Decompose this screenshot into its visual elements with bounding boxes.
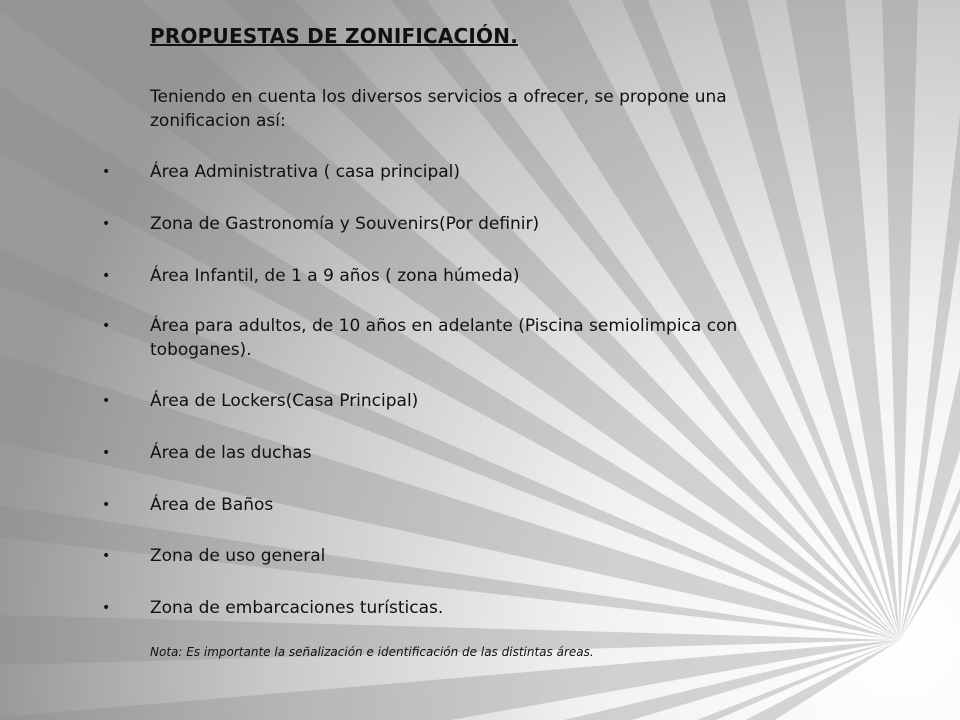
bullet-icon: • xyxy=(102,445,111,461)
bullet-icon: • xyxy=(102,600,111,616)
intro-paragraph: Teniendo en cuenta los diversos servicios a ofrecer, se propone una zonificacion así: xyxy=(150,87,727,131)
list-item-text: Zona de embarcaciones turísticas. xyxy=(150,598,444,618)
list-item-text: Área de las duchas xyxy=(150,443,312,463)
bullet-icon: • xyxy=(102,164,111,180)
bullet-icon: • xyxy=(102,497,111,513)
list-item-text: Área Infantil, de 1 a 9 años ( zona húmeda) xyxy=(150,266,520,286)
list-item-text: Área de Lockers(Casa Principal) xyxy=(150,391,419,411)
bullet-icon: • xyxy=(102,548,111,564)
bullet-icon: • xyxy=(102,216,111,232)
bullet-icon: • xyxy=(102,318,111,334)
list-item-text: Zona de uso general xyxy=(150,546,326,566)
list-item-text: Área Administrativa ( casa principal) xyxy=(150,162,461,182)
slide-title: PROPUESTAS DE ZONIFICACIÓN. xyxy=(150,24,518,48)
bullet-icon: • xyxy=(102,268,111,284)
list-item-text: Zona de Gastronomía y Souvenirs(Por definir) xyxy=(150,214,540,234)
footnote: Nota: Es importante la señalización e identificación de las distintas áreas. xyxy=(150,645,594,659)
list-item-text: Área de Baños xyxy=(150,495,274,515)
list-item-text: Área para adultos, de 10 años en adelante (Piscina semiolimpica con toboganes). xyxy=(150,316,738,360)
bullet-icon: • xyxy=(102,393,111,409)
